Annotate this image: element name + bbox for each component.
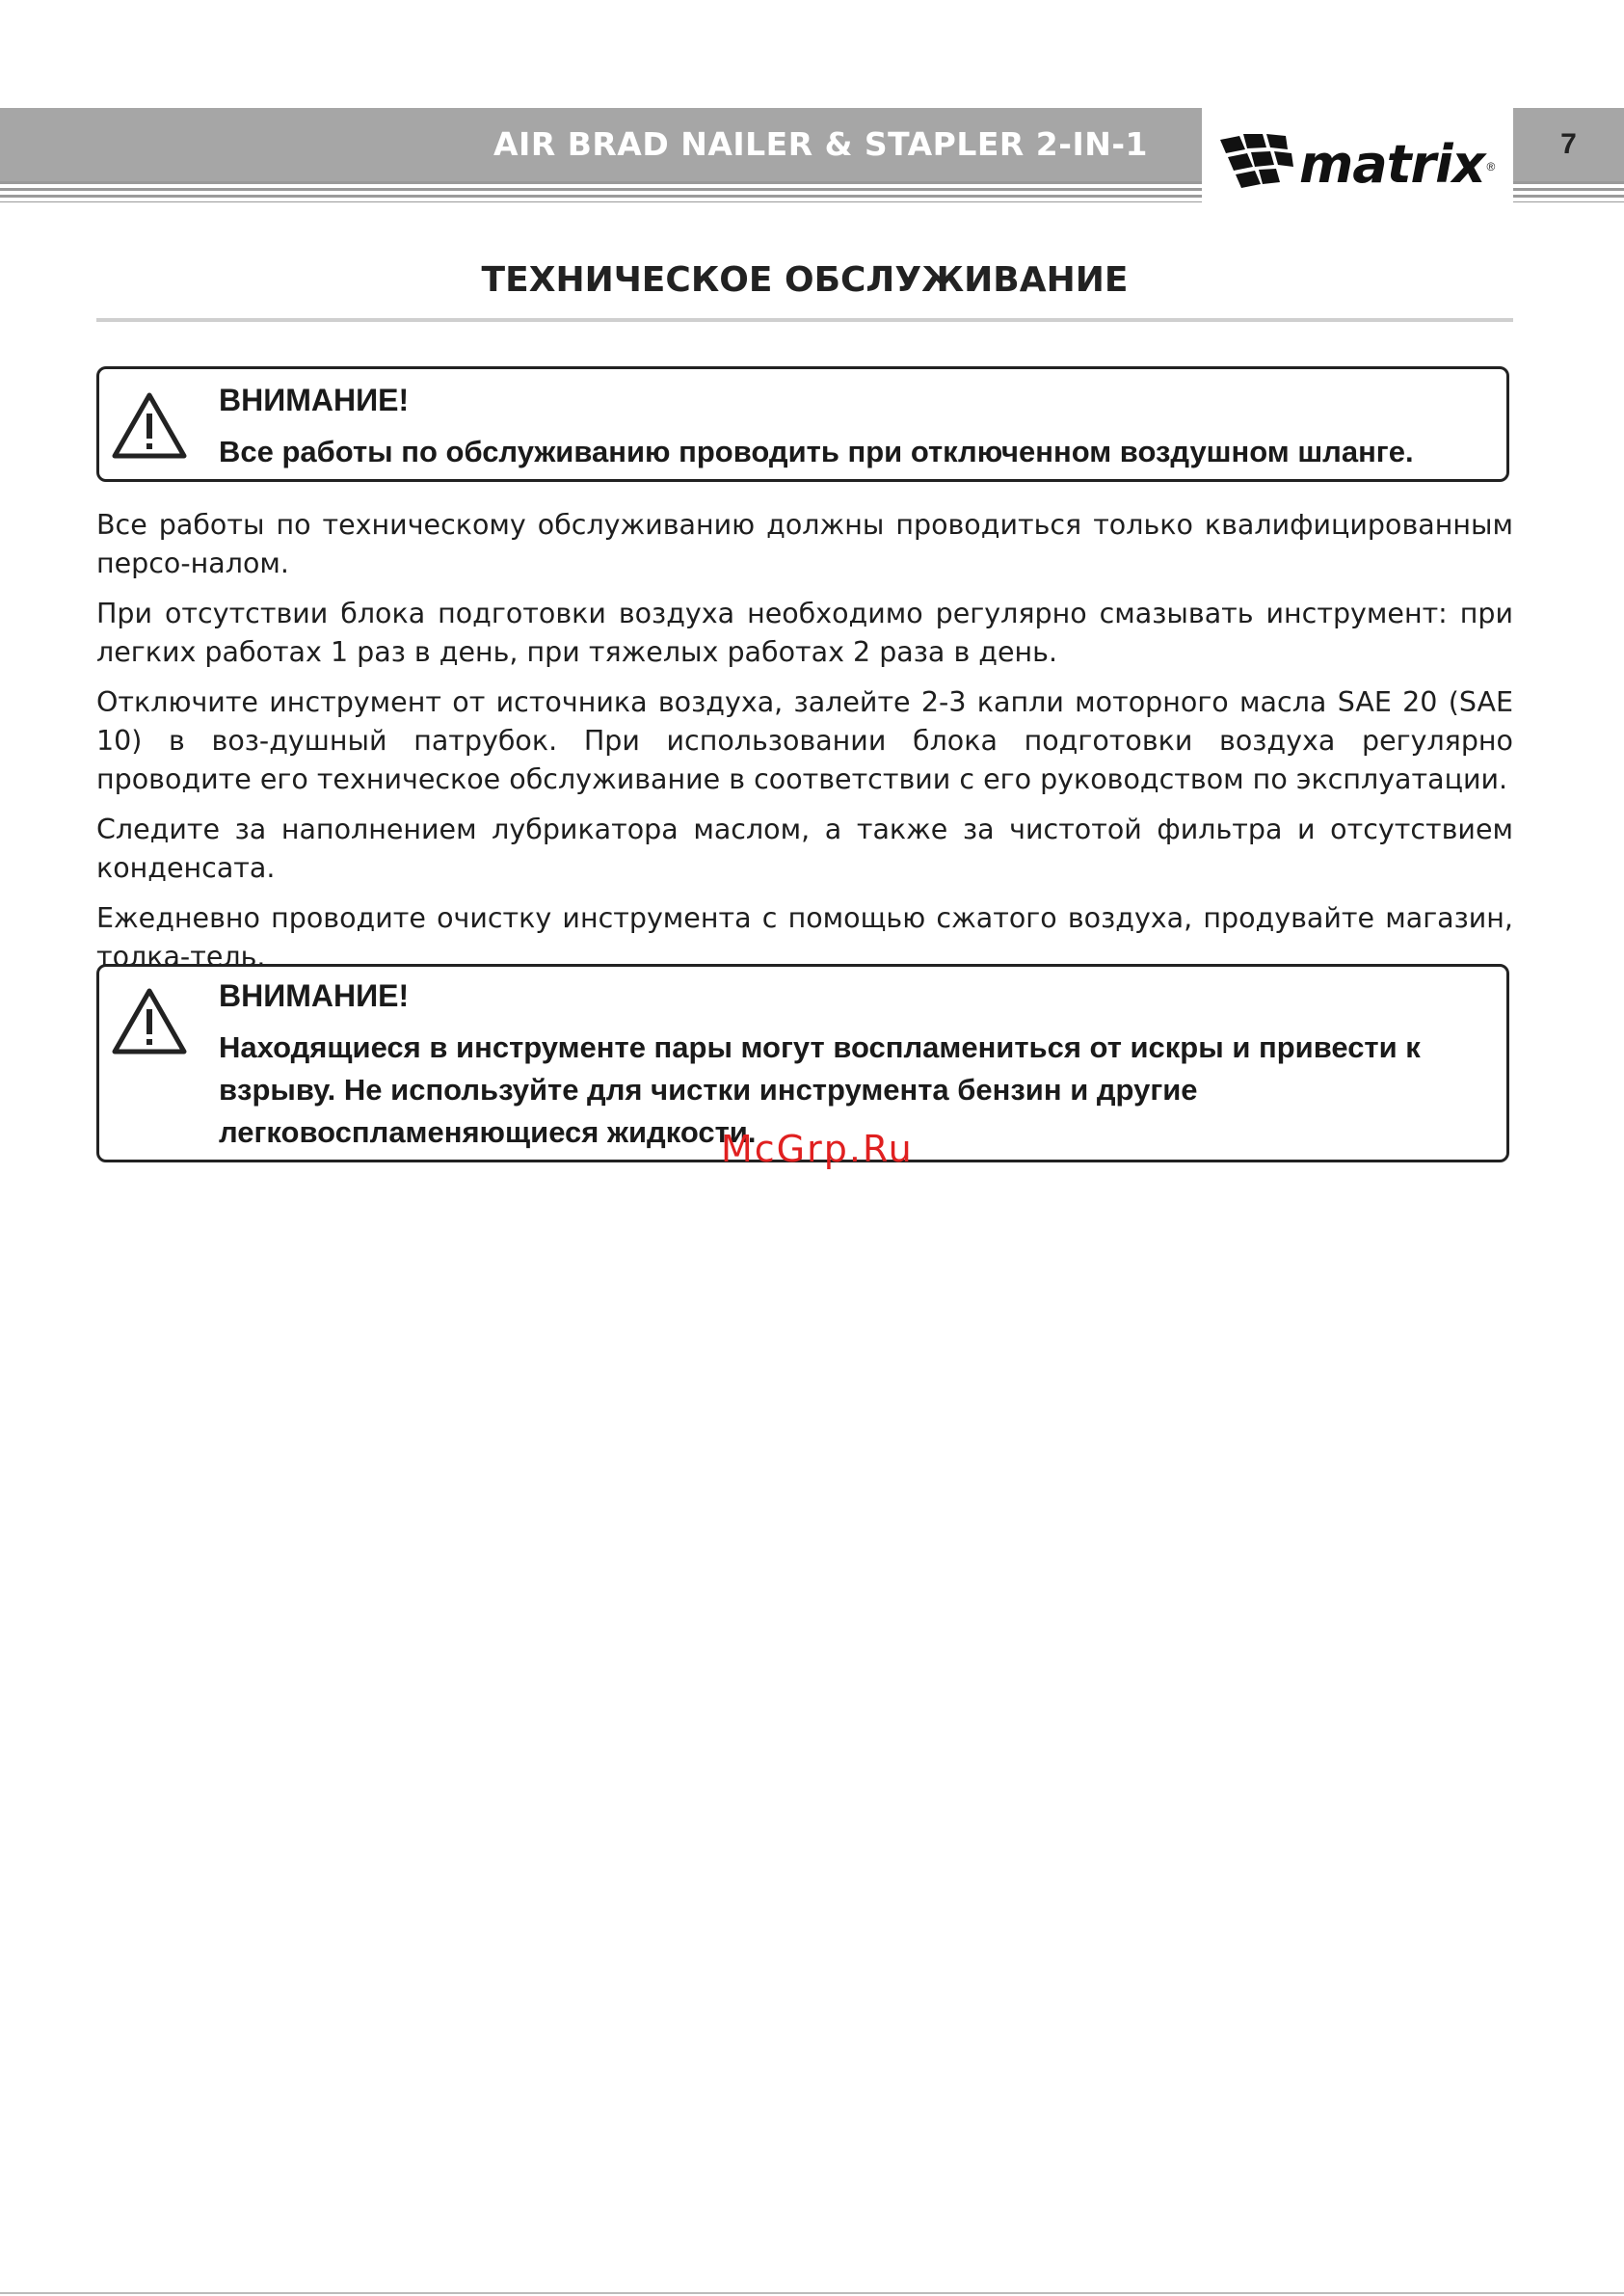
brand-logo	[1216, 127, 1502, 200]
paragraph: При отсутствии блока подготовки воздуха необходимо регулярно смазывать инструмент: при легких работах 1 раз в день, при тяжелых работах 2 раза в день.	[96, 598, 1513, 668]
warning-title: ВНИМАНИЕ!	[219, 383, 410, 417]
page-number-box	[1513, 108, 1624, 181]
section-heading: ТЕХНИЧЕСКОЕ ОБСЛУЖИВАНИЕ	[481, 260, 1129, 300]
warning-title: ВНИМАНИЕ!	[219, 978, 410, 1013]
watermark: McGrp.Ru	[721, 1128, 914, 1170]
bottom-divider	[0, 2292, 1624, 2294]
brand-grid-icon	[1216, 134, 1295, 194]
paragraph: Следите за наполнением лубрикатора маслом, а также за чистотой фильтра и отсутствием конденсата.	[96, 814, 1513, 884]
heading-divider	[96, 318, 1513, 322]
warning-text: Находящиеся в инструменте пары могут воспламениться от искры и привести к взрыву. Не используйте для чистки инструмента бензин и другие легковоспламеняющиеся жидкости.	[219, 1030, 1421, 1149]
paragraph: Отключите инструмент от источника воздуха, залейте 2-3 капли моторного масла SAE 20 (SAE 10) в воз-душный патрубок. При использовании блока подготовки воздуха регулярно проводите его техническое обслуживание в соответствии с его руководством по эксплуатации.	[96, 686, 1513, 795]
maintenance-text	[96, 506, 1513, 988]
brand-name: matrix	[1299, 133, 1485, 195]
header-stripes	[0, 181, 1202, 202]
warning-triangle-icon	[111, 390, 188, 460]
page-number: 7	[1560, 128, 1577, 160]
brand-registered-mark: ®	[1486, 160, 1496, 174]
header-band	[0, 108, 1202, 181]
warning-text: Все работы по обслуживанию проводить при отключенном воздушном шланге.	[219, 435, 1414, 468]
paragraph: Ежедневно проводите очистку инструмента с помощью сжатого воздуха, продувайте магазин, толка-тель.	[96, 902, 1513, 973]
page-number-stripes	[1513, 181, 1624, 202]
paragraph: Все работы по техническому обслуживанию должны проводиться только квалифицированным персо-налом.	[96, 509, 1513, 579]
product-title: AIR BRAD NAILER & STAPLER 2-IN-1	[493, 125, 1148, 163]
warning-box-1	[96, 366, 1509, 482]
warning-triangle-icon	[111, 986, 188, 1055]
